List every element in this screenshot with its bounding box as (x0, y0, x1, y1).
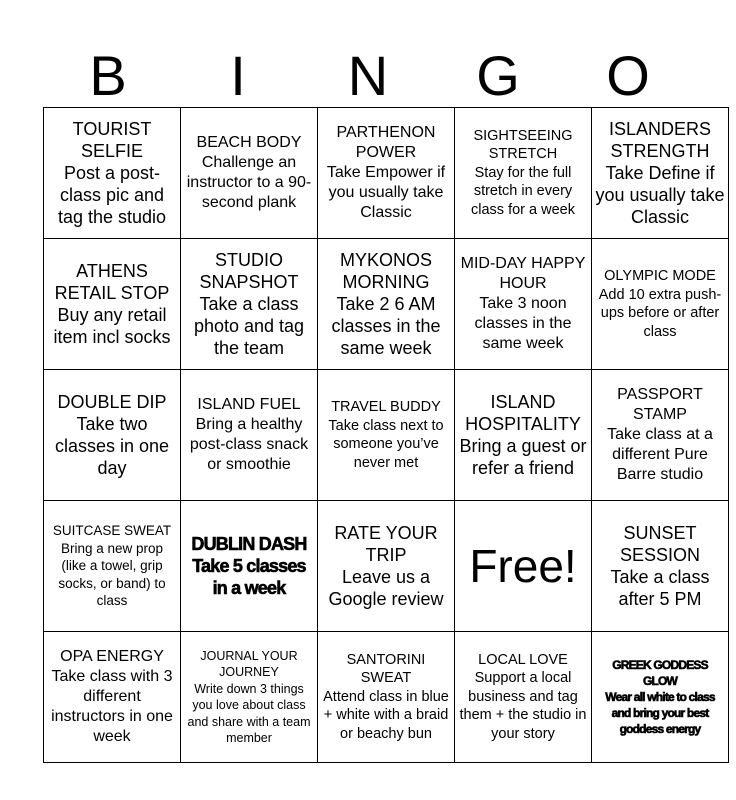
free-label: Free! (469, 540, 577, 592)
cell-title: STUDIO SNAPSHOT (199, 250, 299, 292)
bingo-cell[interactable] (592, 501, 729, 632)
cell-task: Take 3 noon classes in the same week (474, 295, 572, 352)
bingo-cell[interactable] (455, 239, 592, 370)
free-cell[interactable] (455, 501, 592, 632)
cell-title: MID-DAY HAPPY HOUR (460, 255, 586, 292)
bingo-cell[interactable] (318, 108, 455, 239)
cell-task: Attend class in blue + white with a braid or beachy bun (323, 688, 449, 742)
bingo-cell[interactable] (181, 501, 318, 632)
cell-task: Stay for the full stretch in every class for a week (471, 164, 575, 218)
cell-title: BEACH BODY (196, 134, 302, 151)
bingo-cell[interactable] (181, 370, 318, 501)
cell-title: SUITCASE SWEAT (52, 523, 172, 539)
cell-task: Support a local business and tag them + the studio in your story (459, 670, 587, 742)
cell-title: OPA ENERGY (60, 648, 164, 665)
cell-task: Write down 3 things you love about class and share with a team member (187, 681, 311, 745)
grid-row (44, 239, 729, 370)
cell-title: LOCAL LOVE (478, 651, 568, 668)
cell-title: SIGHTSEEING STRETCH (473, 127, 573, 163)
cell-title: PARTHENON POWER (336, 124, 436, 161)
cell-task: Challenge an instructor to a 90-second plank (186, 154, 312, 211)
cell-task: Bring a healthy post-class snack or smoothie (189, 416, 309, 473)
cell-title: TRAVEL BUDDY (331, 399, 441, 415)
bingo-cell[interactable] (455, 632, 592, 763)
bingo-cell[interactable] (318, 632, 455, 763)
bingo-cell[interactable] (592, 239, 729, 370)
cell-task: Take a class after 5 PM (610, 567, 710, 609)
title-letter-g: G (476, 44, 520, 107)
cell-title: ISLAND FUEL (197, 396, 301, 413)
bingo-cell[interactable] (455, 108, 592, 239)
bingo-title (43, 45, 693, 107)
cell-task: Take 2 6 AM classes in the same week (331, 294, 441, 358)
bingo-cell[interactable] (44, 239, 181, 370)
grid-row (44, 632, 729, 763)
cell-title: RATE YOUR TRIP (334, 523, 438, 565)
cell-task: Take class with 3 different instructors in one week (51, 668, 173, 745)
cell-task: Take a class photo and tag the team (193, 294, 305, 358)
cell-task: Bring a guest or refer a friend (459, 436, 587, 478)
grid-row (44, 370, 729, 501)
bingo-cell[interactable] (455, 370, 592, 501)
bingo-cell[interactable] (181, 108, 318, 239)
grid-row (44, 501, 729, 632)
title-letter-i: I (230, 44, 246, 107)
grid-row (44, 108, 729, 239)
bingo-cell[interactable] (44, 501, 181, 632)
bingo-cell[interactable] (318, 370, 455, 501)
cell-task: Take two classes in one day (54, 414, 170, 478)
cell-title: SUNSET SESSION (619, 523, 701, 565)
bingo-cell[interactable] (44, 370, 181, 501)
cell-title: ISLANDERS STRENGTH (608, 119, 712, 161)
cell-task: Leave us a Google review (328, 567, 444, 609)
cell-task: Post a post-class pic and tag the studio (57, 163, 167, 227)
cell-task: Wear all white to class and bring your best goddess energy (605, 690, 715, 736)
cell-title: JOURNAL YOUR JOURNEY (200, 648, 298, 679)
cell-title: ATHENS RETAIL STOP (54, 261, 170, 303)
cell-title: PASSPORT STAMP (617, 386, 703, 423)
bingo-cell[interactable] (592, 632, 729, 763)
cell-title: ISLAND HOSPITALITY (465, 392, 581, 434)
cell-task: Buy any retail item incl socks (53, 305, 171, 347)
bingo-cell[interactable] (44, 632, 181, 763)
cell-task: Take 5 classes in a week (192, 556, 306, 598)
title-letter-n: N (347, 44, 389, 107)
cell-title: DUBLIN DASH (191, 534, 307, 554)
title-letter-b: B (89, 44, 127, 107)
cell-title: DOUBLE DIP (57, 392, 167, 412)
cell-task: Take class next to someone you’ve never met (328, 417, 444, 471)
cell-title: SANTORINI SWEAT (346, 651, 426, 687)
bingo-cell[interactable] (181, 632, 318, 763)
bingo-cell[interactable] (318, 501, 455, 632)
bingo-grid (43, 107, 729, 763)
bingo-cell[interactable] (592, 370, 729, 501)
cell-task: Take Define if you usually take Classic (595, 163, 725, 227)
cell-title: GREEK GODDESS GLOW (612, 658, 708, 688)
cell-task: Take Empower if you usually take Classic (326, 164, 446, 221)
cell-title: OLYMPIC MODE (604, 268, 716, 284)
cell-title: TOURIST SELFIE (72, 119, 152, 161)
cell-task: Take class at a different Pure Barre studio (607, 426, 713, 483)
cell-task: Bring a new prop (like a towel, grip socks, or band) to class (58, 540, 166, 609)
bingo-cell[interactable] (318, 239, 455, 370)
title-letter-o: O (606, 44, 650, 107)
cell-title: MYKONOS MORNING (339, 250, 432, 292)
bingo-cell[interactable] (181, 239, 318, 370)
bingo-cell[interactable] (44, 108, 181, 239)
bingo-cell[interactable] (592, 108, 729, 239)
cell-task: Add 10 extra push-ups before or after class (598, 286, 722, 340)
